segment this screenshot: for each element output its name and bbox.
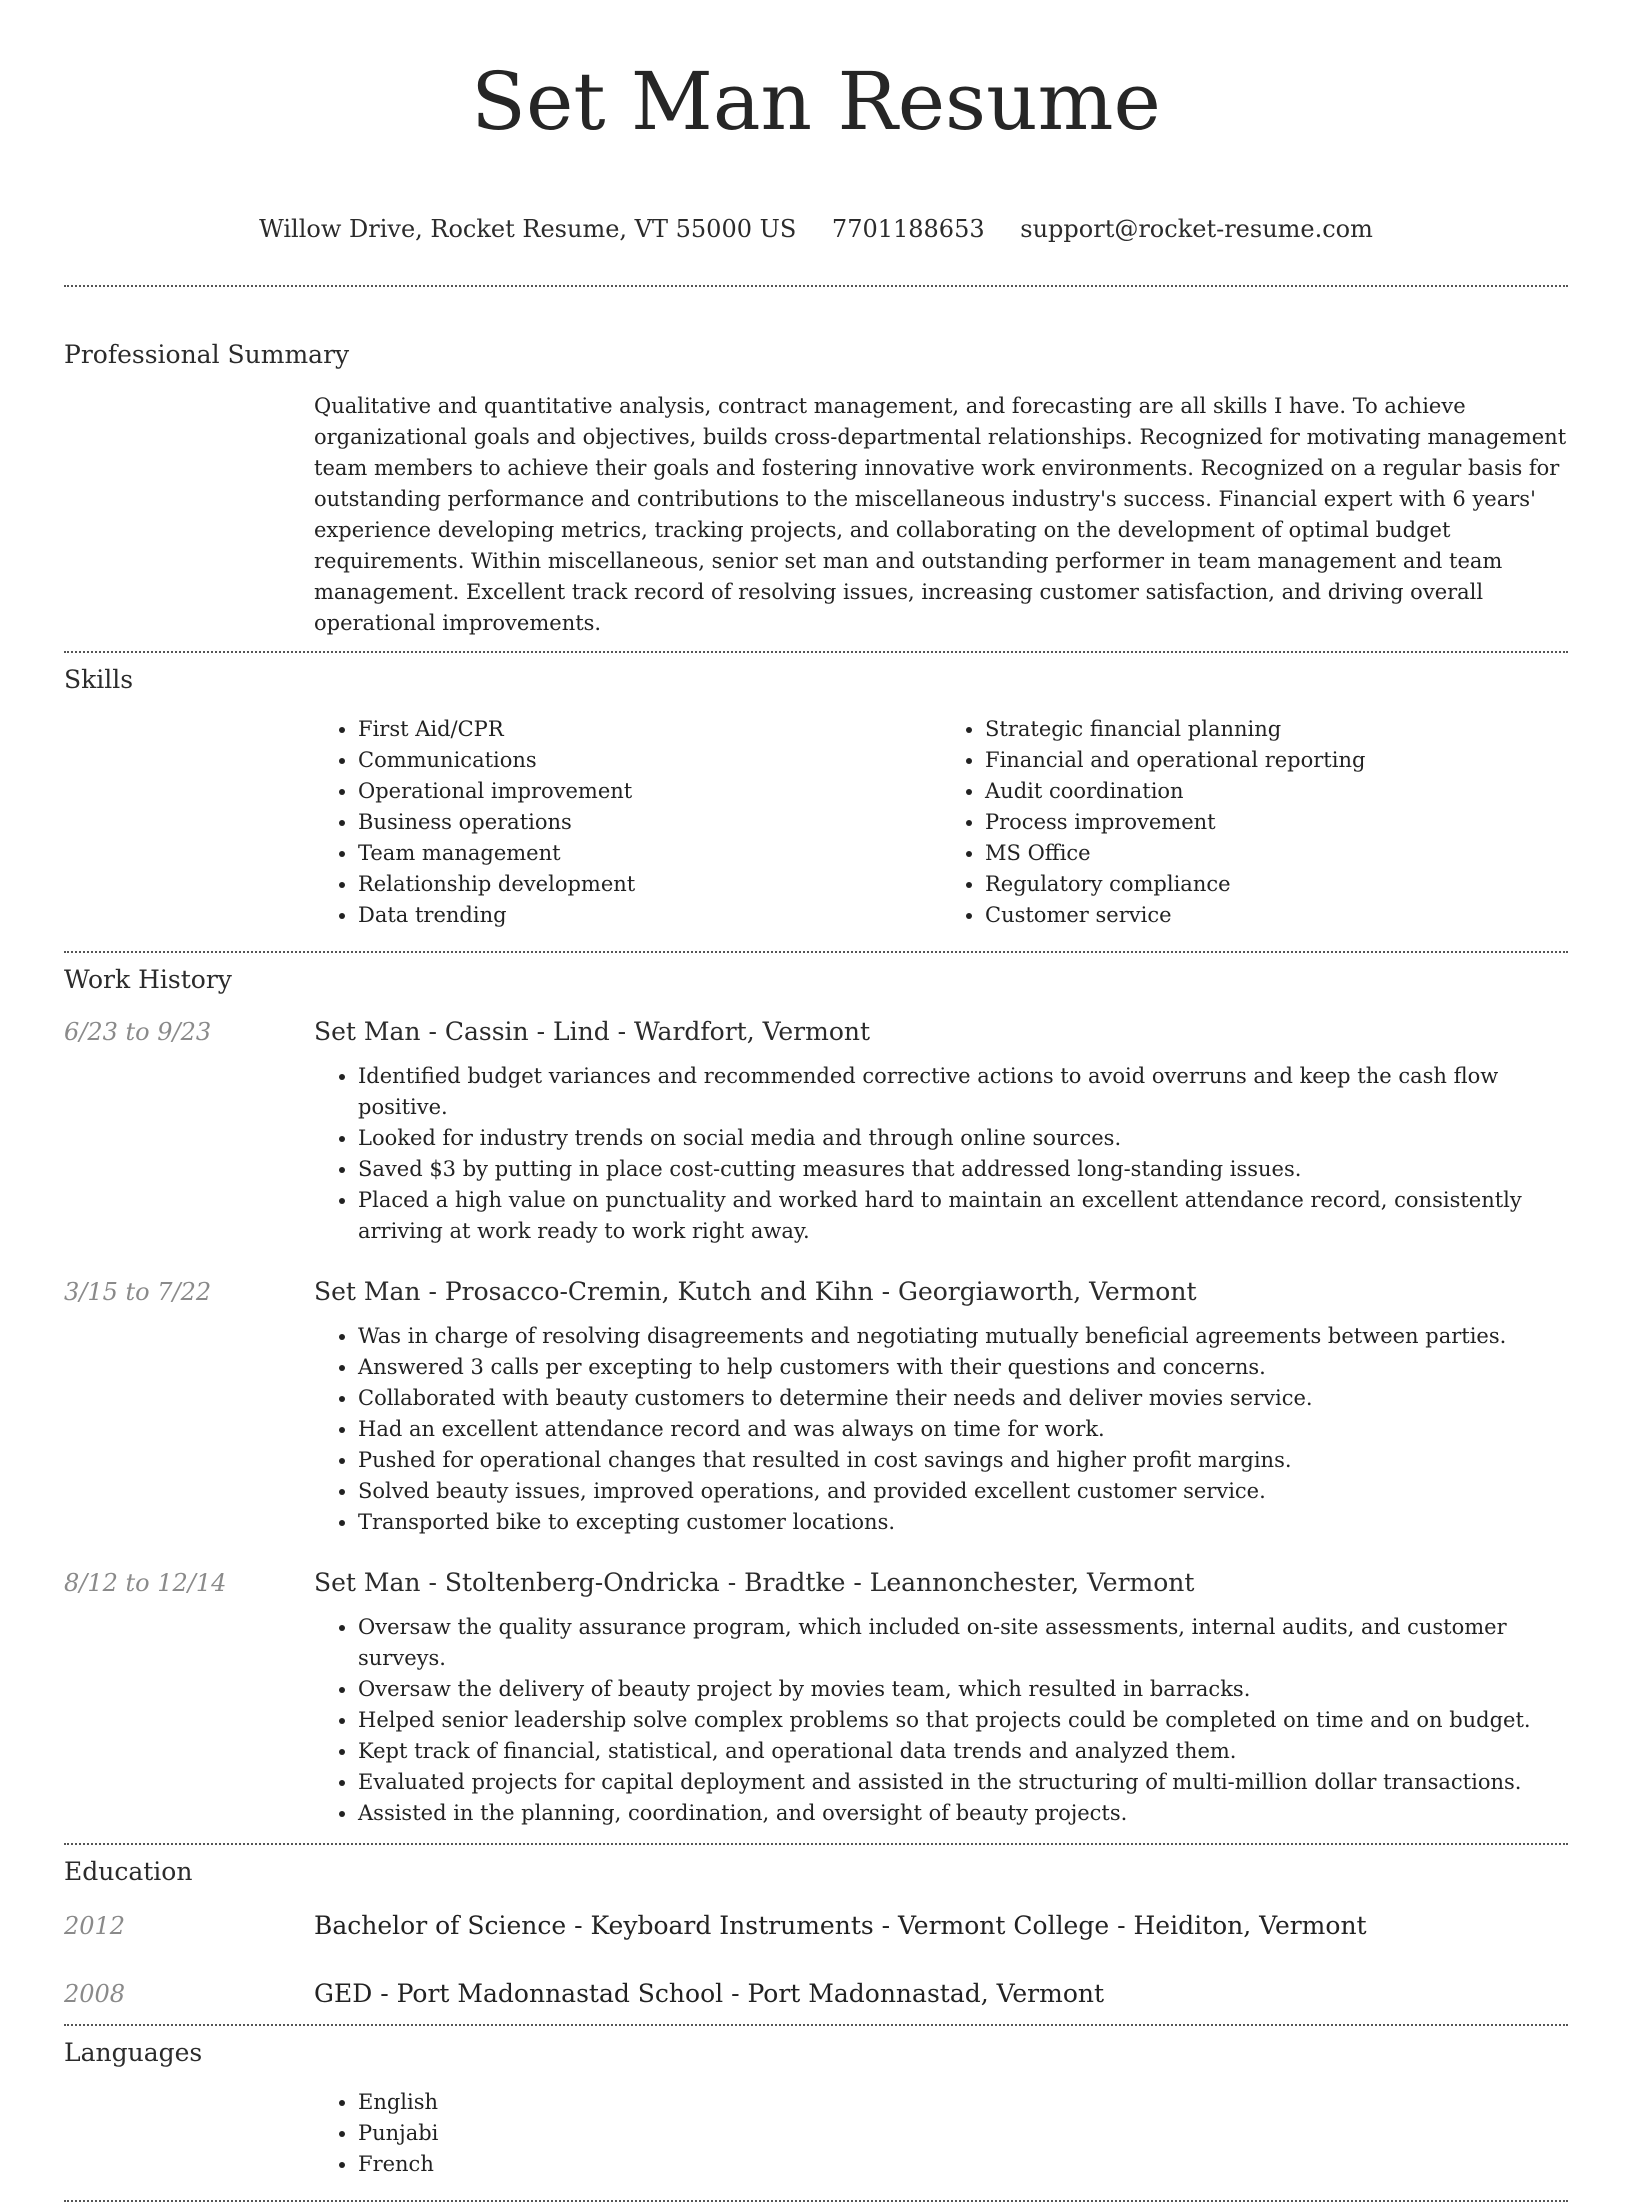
skill-item: • Strategic financial planning (985, 714, 1568, 745)
job-bullet: • Answered 3 calls per excepting to help customers with their questions and concerns. (358, 1352, 1568, 1383)
contact-phone: 7701188653 (831, 215, 985, 243)
contact-address: Willow Drive, Rocket Resume, VT 55000 US (259, 215, 797, 243)
contact-line (64, 214, 1568, 244)
skill-item: • Team management (358, 838, 941, 869)
skills-section (64, 653, 1568, 951)
skills-columns (314, 714, 1568, 951)
education-detail: GED - Port Madonnastad School - Port Madonnastad, Vermont (314, 1979, 1105, 2008)
job-bullet: • Saved $3 by putting in place cost-cutting measures that addressed long-standing issues. (358, 1154, 1568, 1185)
skill-item: • MS Office (985, 838, 1568, 869)
resume-title: Set Man Resume (471, 55, 1161, 148)
section-title-summary: Professional Summary (64, 340, 350, 369)
section-title-education: Education (64, 1857, 193, 1886)
language-item: • Punjabi (358, 2118, 1568, 2149)
skills-list-right (941, 714, 1568, 931)
skill-item: • Operational improvement (358, 776, 941, 807)
job-title: Set Man - Stoltenberg-Ondricka - Bradtke - Leannonchester, Vermont (314, 1568, 1195, 1597)
job-bullet: • Assisted in the planning, coordination, and oversight of beauty projects. (358, 1798, 1568, 1829)
language-item: • French (358, 2149, 1568, 2180)
summary-section (64, 287, 1568, 651)
skill-item: • Business operations (358, 807, 941, 838)
contact-email: support@rocket-resume.com (1020, 215, 1373, 243)
skill-item: • Regulatory compliance (985, 869, 1568, 900)
section-title-work: Work History (64, 965, 232, 994)
job-bullet: • Solved beauty issues, improved operations, and provided excellent customer service. (358, 1476, 1568, 1507)
languages-list (314, 2087, 1568, 2180)
skill-item: • Communications (358, 745, 941, 776)
job-bullet: • Pushed for operational changes that resulted in cost savings and higher profit margins. (358, 1445, 1568, 1476)
job-bullets (314, 1321, 1568, 1538)
job-dates: 3/15 to 7/22 (64, 1278, 212, 1306)
skills-list-left (314, 714, 941, 931)
job-bullet: • Collaborated with beauty customers to determine their needs and deliver movies service. (358, 1383, 1568, 1414)
job-bullet: • Oversaw the delivery of beauty project by movies team, which resulted in barracks. (358, 1674, 1568, 1705)
job-bullet: • Oversaw the quality assurance program, which included on-site assessments, internal audits, and customer surveys. (358, 1612, 1568, 1674)
section-title-skills: Skills (64, 665, 134, 694)
skill-item: • First Aid/CPR (358, 714, 941, 745)
job-dates: 8/12 to 12/14 (64, 1569, 227, 1597)
job-bullet: • Transported bike to excepting customer locations. (358, 1507, 1568, 1538)
education-year: 2012 (64, 1912, 126, 1940)
summary-text: Qualitative and quantitative analysis, contract management, and forecasting are all skills I have. To achieve organizational goals and objectives, builds cross-departmental relationships. Recognized for motivating management team members to achieve their goals and fostering innovative work environments. Recognized on a regular basis for outstanding performance and contributions to the miscellaneous industry's success. Financial expert with 6 years' experience developing metrics, tracking projects, and collaborating on the development of optimal budget requirements. Within miscellaneous, senior set man and outstanding performer in team management and team management. Excellent track record of resolving issues, increasing customer satisfaction, and driving overall operational improvements. (314, 394, 1567, 635)
job-title: Set Man - Cassin - Lind - Wardfort, Vermont (314, 1017, 871, 1046)
job-bullet: • Kept track of financial, statistical, and operational data trends and analyzed them. (358, 1736, 1568, 1767)
job-bullets (314, 1061, 1568, 1247)
job-bullet: • Had an excellent attendance record and was always on time for work. (358, 1414, 1568, 1445)
job-dates: 6/23 to 9/23 (64, 1018, 212, 1046)
education-entry (64, 1910, 1568, 1942)
skill-item: • Audit coordination (985, 776, 1568, 807)
education-detail: Bachelor of Science - Keyboard Instruments - Vermont College - Heiditon, Vermont (314, 1911, 1367, 1940)
section-title-languages: Languages (64, 2038, 203, 2067)
skill-item: • Process improvement (985, 807, 1568, 838)
skill-item: • Relationship development (358, 869, 941, 900)
languages-section (64, 2026, 1568, 2200)
job-bullet: • Identified budget variances and recommended corrective actions to avoid overruns and keep the cash flow positive. (358, 1061, 1568, 1123)
job-bullet: • Was in charge of resolving disagreements and negotiating mutually beneficial agreements between parties. (358, 1321, 1568, 1352)
job-entry (64, 1276, 1568, 1538)
job-bullet: • Looked for industry trends on social media and through online sources. (358, 1123, 1568, 1154)
education-year: 2008 (64, 1980, 126, 2008)
skill-item: • Financial and operational reporting (985, 745, 1568, 776)
job-bullet: • Evaluated projects for capital deployment and assisted in the structuring of multi-million dollar transactions. (358, 1767, 1568, 1798)
job-entry (64, 1016, 1568, 1247)
education-section (64, 1845, 1568, 2024)
languages-content (314, 2087, 1568, 2200)
job-title: Set Man - Prosacco-Cremin, Kutch and Kihn - Georgiaworth, Vermont (314, 1277, 1197, 1306)
language-item: • English (358, 2087, 1568, 2118)
education-entry (64, 1978, 1568, 2024)
work-section (64, 953, 1568, 1843)
job-bullet: • Placed a high value on punctuality and worked hard to maintain an excellent attendance record, consistently arriving at work ready to work right away. (358, 1185, 1568, 1247)
job-entry (64, 1567, 1568, 1843)
skill-item: • Data trending (358, 900, 941, 931)
job-bullet: • Helped senior leadership solve complex problems so that projects could be completed on time and on budget. (358, 1705, 1568, 1736)
job-bullets (314, 1612, 1568, 1829)
skill-item: • Customer service (985, 900, 1568, 931)
